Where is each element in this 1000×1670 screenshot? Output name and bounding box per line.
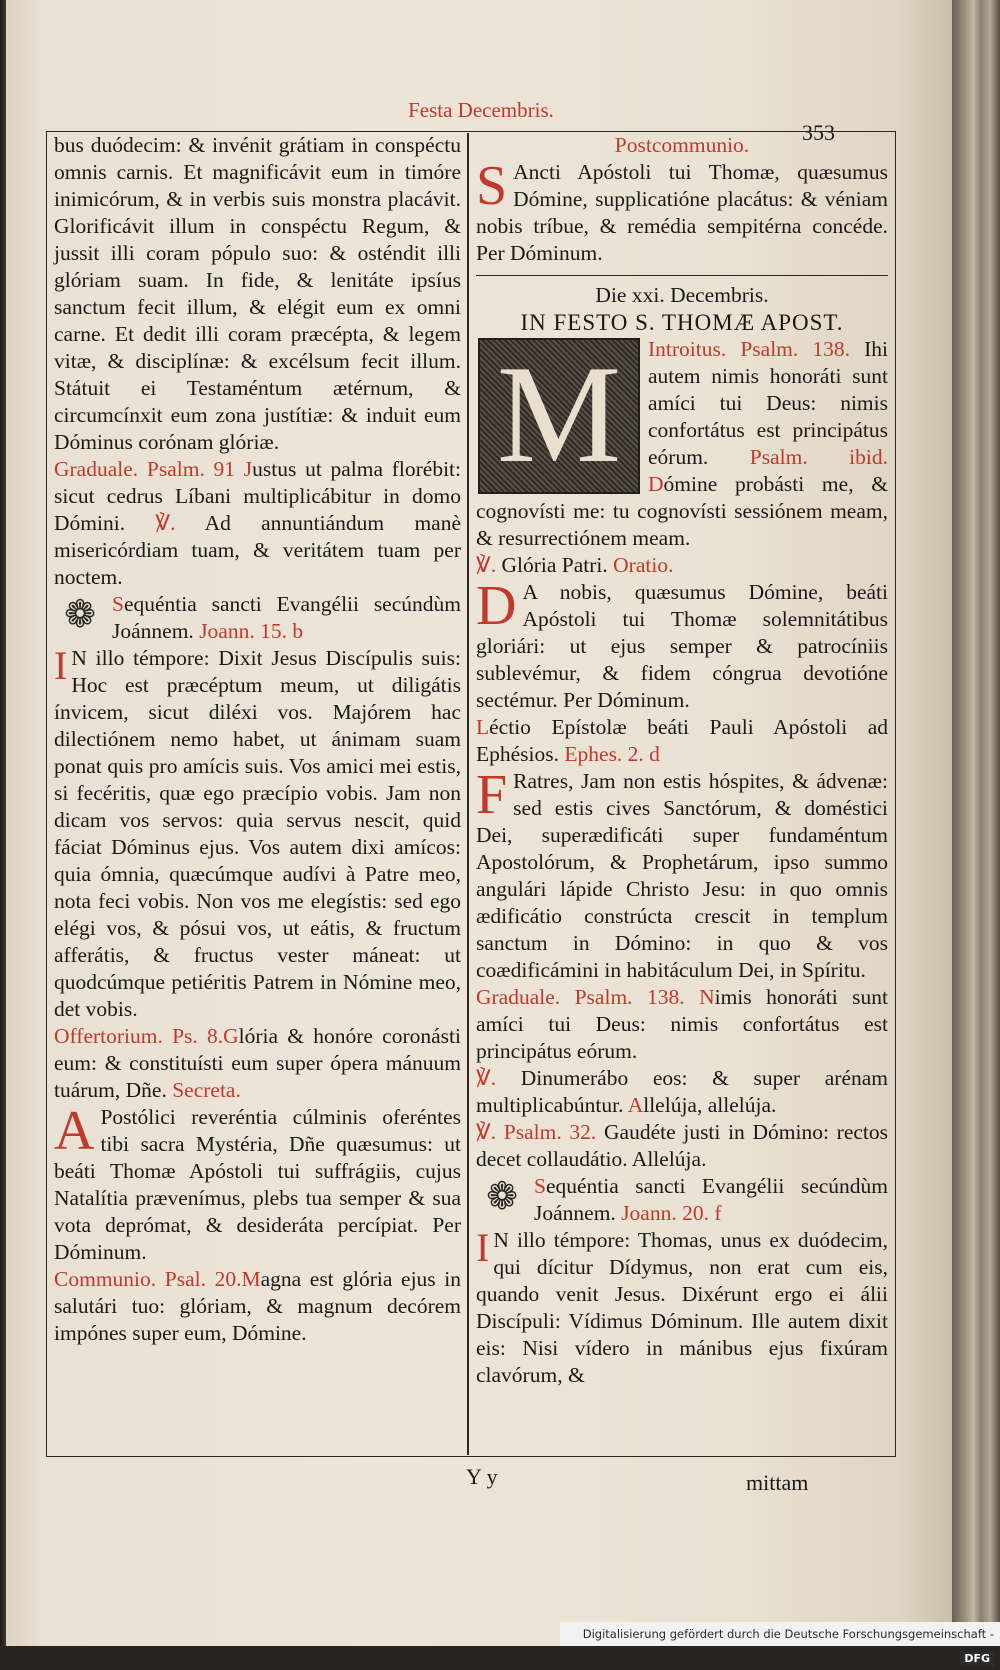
offertorium-text: lória & honóre coronásti eum: & constituísti eum super ópera mánuum tuárum, Dñe.	[54, 1024, 461, 1102]
postcommunio-initial: S	[476, 155, 508, 217]
psalm-32-label: Psalm. 32.	[503, 1120, 597, 1144]
versicle-mark: ℣.	[476, 1120, 497, 1144]
page-foot	[6, 1464, 956, 1494]
fleuron-ornament-icon: ❁	[486, 1176, 518, 1218]
postcommunio-text: Ancti Apóstoli tui Thomæ, quæsumus Dómine, supplicatióne placátus: & véniam nobis tríbue, & remédia sempitérna concéde. Per Dóminum.	[476, 160, 888, 265]
right-column	[476, 132, 888, 1454]
digitization-credit	[560, 1622, 1000, 1665]
sequentia-initial: S	[534, 1174, 546, 1198]
credit-text: Digitalisierung gefördert durch die Deutsche Forschungsgemeinschaft -	[582, 1627, 994, 1641]
introitus-ref: Psalm. 138.	[740, 337, 851, 361]
versicle-mark: ℣.	[155, 511, 176, 535]
lectio-ref: Ephes. 2. d	[564, 742, 660, 766]
gospel-initial: I	[54, 643, 68, 688]
versicle-mark: ℣.	[476, 553, 497, 577]
page-number: 353	[802, 120, 835, 145]
communio-label: Communio. Psal. 20.	[54, 1267, 242, 1291]
gospel-text: N illo témpore: Thomas, unus ex duódecim, qui dícitur Dídymus, non erat cum eis, quando venit Jesus. Dixérunt ergo ei álii Discípuli: Vídimus Dóminum. Ille autem dixit eis: Nisi vídero in mánibus ejus fixúram clavórum, &	[476, 1228, 888, 1387]
book-fore-edge	[952, 0, 1000, 1646]
postcommunio	[476, 155, 888, 267]
feast-date: Die xxi. Decembris.	[595, 283, 769, 307]
lectio-initial: L	[476, 715, 490, 739]
graduale-text: ustus ut palma florébit: sicut cedrus Líbani multiplicábitur in domo Dómini.	[54, 457, 462, 535]
signature-mark: Y y	[466, 1464, 498, 1489]
sirach-text: bus duódecim: & invénit grátiam in conspéctu omnis carnis. Et magnificávit eum in timóre inimicórum, & in verbis suis monstra placávit. Glorificávit illum in conspéctu Regum, & jussit illi coram pópulo suo: & osténdit illi glóriam suam. In fide, & lenitáte ipsíus sanctum fecit illum, & elégit eum ex omni carne. Et dedit illi coram præcépta, & legem vitæ, & disciplínæ: & excélsum fecit illum. Státuit ei Testaméntum ætérnum, & circumcínxit eum zona justítiæ: & induit eum Dóminus corónam glóriæ.	[54, 133, 461, 454]
secreta-text: Postólici reveréntia cúlminis oferéntes tibi sacra Mystéria, Dñe quæsumus: ut beáti Thomæ Apóstoli tui suffrágiis, cujus Natalítia prævenímus, plebs tua semper & sua vota deprómat, & desideráta percípiat. Per Dóminum.	[54, 1105, 461, 1264]
graduale-initial: J	[243, 457, 253, 481]
communio	[54, 1266, 461, 1347]
book-page	[6, 0, 956, 1646]
gloria-text: Glória Patri.	[501, 553, 608, 577]
secreta-initial: A	[54, 1100, 95, 1162]
epistle	[476, 764, 888, 984]
graduale-left	[54, 456, 461, 591]
gloria-patri	[476, 552, 888, 579]
offertorium	[54, 1023, 461, 1104]
catchword: mittam	[746, 1470, 809, 1495]
sequentia-initial: S	[112, 592, 124, 616]
psalm-32-versicle	[476, 1119, 888, 1173]
secreta-label: Secreta.	[172, 1078, 241, 1102]
sequentia-right	[476, 1173, 888, 1227]
fleuron-ornament-icon: ❁	[64, 594, 96, 636]
graduale-text: imis honoráti sunt amíci tui Deus: nimis confortátus est principátus eórum.	[476, 985, 889, 1063]
psalm-32-text: Gaudéte justi in Dómino: rectos decet collaudátio. Allelúja.	[476, 1120, 888, 1171]
oratio	[476, 575, 888, 714]
postcommunio-label: Postcommunio.	[614, 133, 750, 157]
introitus-text: Ihi autem nimis honoráti sunt amíci tui Deus: nimis confortátus est principátus eórum.	[648, 337, 889, 469]
offertorium-label: Offertorium. Ps. 8.	[54, 1024, 224, 1048]
introitus	[476, 336, 888, 552]
sequentia-left	[54, 591, 461, 645]
introitus-initial2: D	[648, 472, 664, 496]
graduale-label: Graduale. Psalm. 91	[54, 457, 236, 481]
oratio-text: A nobis, quæsumus Dómine, beáti Apóstoli tui Thomæ solemnitátibus gloriári: ut ejus semper & patrocíniis sublevémur, & fidem cóngrua devotióne sectémur. Per Dóminum.	[476, 580, 888, 712]
secreta	[54, 1100, 461, 1266]
alleluia-initial: A	[627, 1093, 644, 1117]
lectio-text: éctio Epístolæ beáti Pauli Apóstoli ad Ephésios.	[476, 715, 888, 766]
graduale-versicle-text: Ad annuntiándum manè misericórdiam tuam, & veritátem tuam per noctem.	[54, 511, 461, 589]
communio-initial: M	[241, 1267, 261, 1291]
gospel-text: N illo témpore: Dixit Jesus Discípulis suis: Hoc est præcéptum meum, ut diligátis ínvicem, sicut diléxi vos. Majórem hac dilectiónem nemo habet, ut ánimam suam ponat quis pro amícis suis. Vos amici mei estis, si fecéritis, quæ ego præcípio vobis. Jam non dicam vos servos: quia servus nescit, quid fáciat Dóminus ejus. Vos autem dixi amícos: quia ómnia, quæcúmque audívi à Patre meo, nota feci vobis. Non vos me elegístis: sed ego elégi vos, & pósui vos, ut eátis, & fructum afferátis, & fructus vester máneat: ut quodcúmque petiéritis Patrem in Nómine meo, det vobis.	[54, 646, 461, 1021]
alleluia-text: llelúja, allelúja.	[643, 1093, 777, 1117]
lectio	[476, 714, 888, 768]
graduale-initial: N	[699, 985, 715, 1009]
dinumerabo	[476, 1065, 888, 1119]
sequentia-text: equéntia sancti Evangélii secúndùm Joánnem.	[534, 1174, 888, 1225]
sequentia-text: equéntia sancti Evangélii secúndùm Joánnem.	[112, 592, 461, 643]
introitus-label: Introitus.	[648, 337, 727, 361]
offertorium-initial: G	[223, 1024, 239, 1048]
sequentia-ref: Joann. 15. b	[199, 619, 304, 643]
sequentia-ref: Joann. 20. f	[621, 1201, 722, 1225]
gospel-left	[54, 645, 461, 1023]
section-rule	[476, 275, 888, 276]
gospel-initial: I	[476, 1225, 490, 1270]
running-head: Festa Decembris.	[408, 98, 554, 122]
epistle-text: Ratres, Jam non estis hóspites, & ádvenæ: sed estis cives Sanctórum, & doméstici Dei, superædificáti super fundaméntum Apostolórum, & Prophetárum, ipso summo angulári lápide Christo Jesu: in quo omnis ædificátio constrúcta crescit in templum sanctum in Dómino: in quo & vos coædificámini in habitáculum Dei, in Spíritu.	[476, 769, 888, 982]
column-divider	[467, 133, 469, 1455]
left-column	[54, 132, 461, 1454]
epistle-initial: F	[476, 764, 508, 826]
dinumerabo-text: Dinumerábo eos: & super arénam multiplicabúntur.	[476, 1066, 889, 1117]
introitus-text2: ómine probásti me, & cognovísti me: tu cognovísti sessiónem meam, & resurrectiónem meam.	[476, 472, 888, 550]
feast-title: IN FESTO S. THOMÆ APOST.	[520, 310, 844, 335]
versicle-mark: ℣.	[476, 1066, 497, 1090]
woodcut-initial: M	[478, 338, 640, 494]
oratio-label: Oratio.	[613, 553, 674, 577]
gospel-right	[476, 1227, 888, 1389]
communio-text: agna est glória ejus in salutári tuo: glóriam, & magnum decórem impónes super eum, Dómine.	[54, 1267, 461, 1345]
dfg-logo: DFG	[960, 1651, 994, 1667]
introitus-ref2: Psalm. ibid.	[749, 445, 889, 469]
oratio-initial: D	[476, 575, 517, 637]
graduale-label: Graduale. Psalm. 138.	[476, 985, 685, 1009]
graduale-right	[476, 984, 888, 1065]
